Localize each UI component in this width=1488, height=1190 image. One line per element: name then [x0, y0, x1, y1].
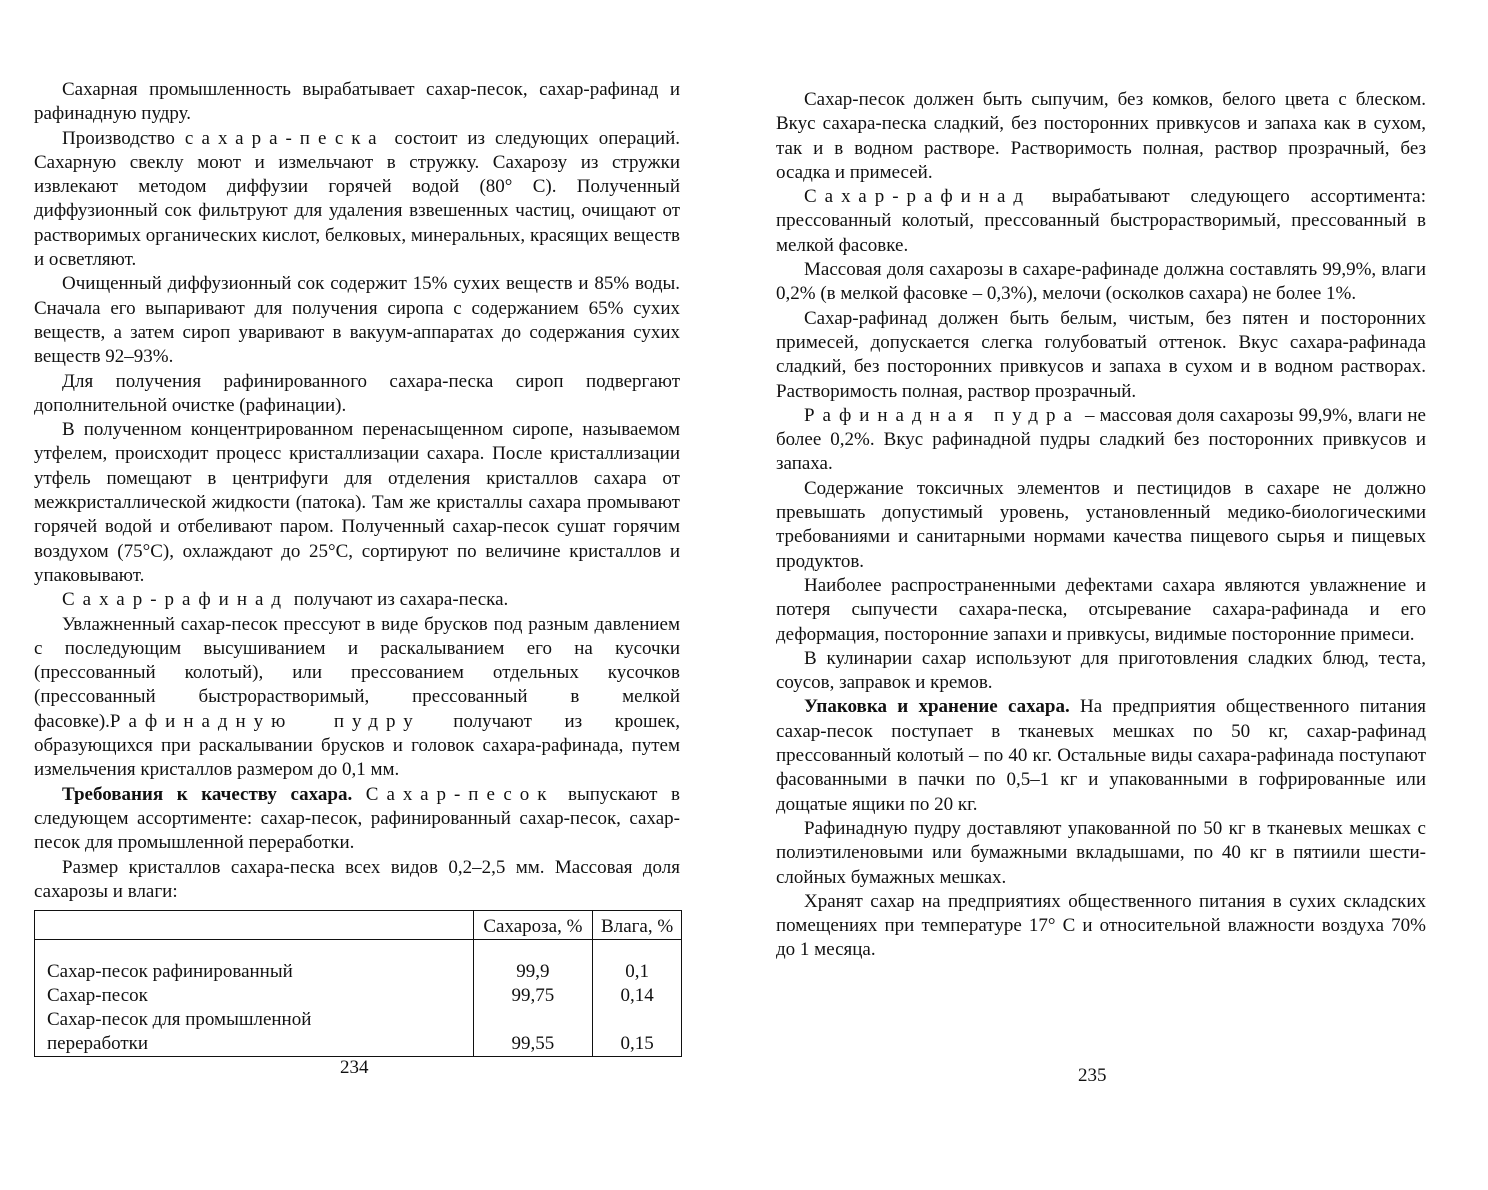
paragraph — [34, 588, 680, 612]
spaced-term: Рафинадную пудру — [109, 710, 421, 732]
spaced-term: Рафинадная пудра — [804, 404, 1080, 426]
paragraph — [34, 613, 680, 783]
table-header — [35, 911, 474, 940]
paragraph — [34, 127, 680, 273]
table-cell: 99,75 — [473, 984, 593, 1008]
spaced-term: сахара-песка — [184, 127, 385, 149]
text: Увлажненный сахар-песок прессуют в виде брусков под разным давлением с последующим высушиванием и раскалыванием его на кусочки (прессованный колотый), или прессованием отдельных кусочков (прессованный быстрорастворимый, прессованный в мелкой фасовке). — [34, 613, 680, 732]
paragraph: Размер кристаллов сахара-песка всех видов 0,2–2,5 мм. Массовая доля сахарозы и влаги: — [34, 856, 680, 902]
table-cell: 0,14 — [593, 984, 682, 1008]
paragraph: Для получения рафинированного сахара-песка сироп подвергают дополнительной очистке (рафинации). — [34, 370, 680, 416]
paragraph: Сахар-рафинад должен быть белым, чистым, без пятен и посторонних примесей, допускается слегка голубоватый оттенок. Вкус сахара-рафинада сладкий, без посторонних привкусов и запаха в сухом и в водном растворах. Растворимость полная, раствор прозрачный. — [776, 307, 1426, 402]
table-spacer — [35, 940, 682, 961]
page-number: 234 — [340, 1057, 369, 1078]
paragraph: Очищенный диффузионный сок содержит 15% сухих веществ и 85% воды. Сначала его выпаривают для получения сиропа с содержанием 65% сухих веществ, а затем сироп уваривают в вакуум-аппаратах до содержания сухих веществ 92–93%. — [34, 273, 680, 368]
paragraph: Сахарная промышленность вырабатывает сахар-песок, сахар-рафинад и рафинадную пудру. — [34, 79, 680, 125]
table-row — [35, 1008, 682, 1057]
text: Производство — [62, 127, 185, 149]
paragraph — [776, 695, 1426, 816]
table-cell: 99,9 — [473, 960, 593, 984]
table-cell: 0,1 — [593, 960, 682, 984]
table-cell: 99,55 — [473, 1008, 593, 1057]
spaced-term: Сахар-песок — [365, 783, 555, 805]
paragraph: Рафинадную пудру доставляют упакованной по 50 кг в тканевых мешках с полиэтиленовыми или бумажными вкладышами, по 40 кг в пятиили шести-слойных бумажных мешках. — [776, 817, 1426, 888]
sugar-composition-table — [34, 910, 682, 1057]
section-heading: Требования к качеству сахара. — [62, 783, 353, 805]
table-cell: 0,15 — [593, 1008, 682, 1057]
table-cell: Сахар-песок — [35, 984, 474, 1008]
paragraph — [34, 783, 680, 856]
table-header: Сахароза, % — [473, 911, 593, 940]
text: На предприятия общественного питания сахар-песок поступает в тканевых мешках по 50 кг, сахар-рафинад прессованный колотый – по 40 кг. Остальные виды сахара-рафинада поступают фасованными в пачки по 0,5–1 кг и упакованными в гофрированные или дощатые ящики по 20 кг. — [776, 696, 1426, 815]
paragraph: Массовая доля сахарозы в сахаре-рафинаде должна составлять 99,9%, влаги 0,2% (в мелкой фасовке – 0,3%), мелочи (осколков сахара) не более 1%. — [776, 259, 1426, 305]
paragraph: Хранят сахар на предприятиях общественного питания в сухих складских помещениях при температуре 17° С и относительной влажности воздуха 70% до 1 месяца. — [776, 890, 1426, 961]
spaced-term: Сахар-рафинад — [62, 589, 290, 611]
text: – массовая доля сахарозы 99,9%, влаги не более 0,2%. Вкус рафинадной пудры сладкий без посторонних привкусов и запаха. — [776, 404, 1426, 475]
table-header-row — [35, 911, 682, 940]
text: выпускают в следующем ассортименте: сахар-песок, рафинированный сахар-песок, сахар-песок для промышленной переработки. — [34, 783, 681, 854]
paragraph: В полученном концентрированном перенасыщенном сиропе, называемом утфелем, происходит процесс кристаллизации сахара. После кристаллизации утфель помещают в центрифуги для отделения кристаллов сахара от межкристаллической жидкости (патока). Там же кристаллы сахара промывают горячей водой и отбеливают паром. Полученный сахар-песок сушат горячим воздухом (75°С), охлаждают до 25°С, сортируют по величине кристаллов и упаковывают. — [34, 419, 680, 586]
text: получают из крошек, образующихся при раскалывании брусков и головок сахара-рафинада, путем измельчения кристаллов размером до 0,1 мм. — [34, 710, 680, 781]
paragraph — [776, 404, 1426, 477]
table-row — [35, 984, 682, 1008]
paragraph — [776, 185, 1426, 258]
table-cell: Сахар-песок для промышленной переработки — [35, 1008, 474, 1057]
left-page — [34, 78, 680, 1057]
paragraph: Содержание токсичных элементов и пестицидов в сахаре не должно превышать допустимый уровень, установленный медико-биологическими требованиями и санитарными нормами качества пищевого сырья и пищевых продуктов. — [776, 477, 1426, 572]
paragraph: В кулинарии сахар используют для приготовления сладких блюд, теста, соусов, заправок и кремов. — [776, 647, 1426, 694]
table-row — [35, 960, 682, 984]
paragraph: Сахар-песок должен быть сыпучим, без комков, белого цвета с блеском. Вкус сахара-песка сладкий, без посторонних привкусов и запаха как в сухом, так и в водном растворе. Растворимость полная, раствор прозрачный, без осадка и примесей. — [776, 89, 1426, 183]
text: состоит из следующих операций. Сахарную свеклу моют и измельчают в стружку. Сахарозу из стружки извлекают методом диффузии горячей водой (80° С). Полученный диффузионный сок фильтруют для удаления взвешенных частиц, очищают от растворимых органических кислот, белковых, минеральных, красящих веществ и осветляют. — [34, 127, 680, 271]
paragraph: Наиболее распространенными дефектами сахара являются увлажнение и потеря сыпучести сахара-песка, отсыревание сахара-рафинада и его деформация, посторонние запахи и привкусы, видимые посторонние примеси. — [776, 574, 1426, 645]
table-cell: Сахар-песок рафинированный — [35, 960, 474, 984]
spaced-term: Сахар-рафинад — [804, 186, 1032, 208]
right-page — [776, 88, 1426, 963]
page-number: 235 — [1078, 1065, 1107, 1086]
text: получают из сахара-песка. — [289, 589, 509, 611]
text: вырабатывают следующего ассортимента: прессованный колотый, прессованный быстрорастворимый, прессованный в мелкой фасовке. — [776, 186, 1426, 256]
section-heading: Упаковка и хранение сахара. — [804, 696, 1070, 718]
table-header: Влага, % — [593, 911, 682, 940]
